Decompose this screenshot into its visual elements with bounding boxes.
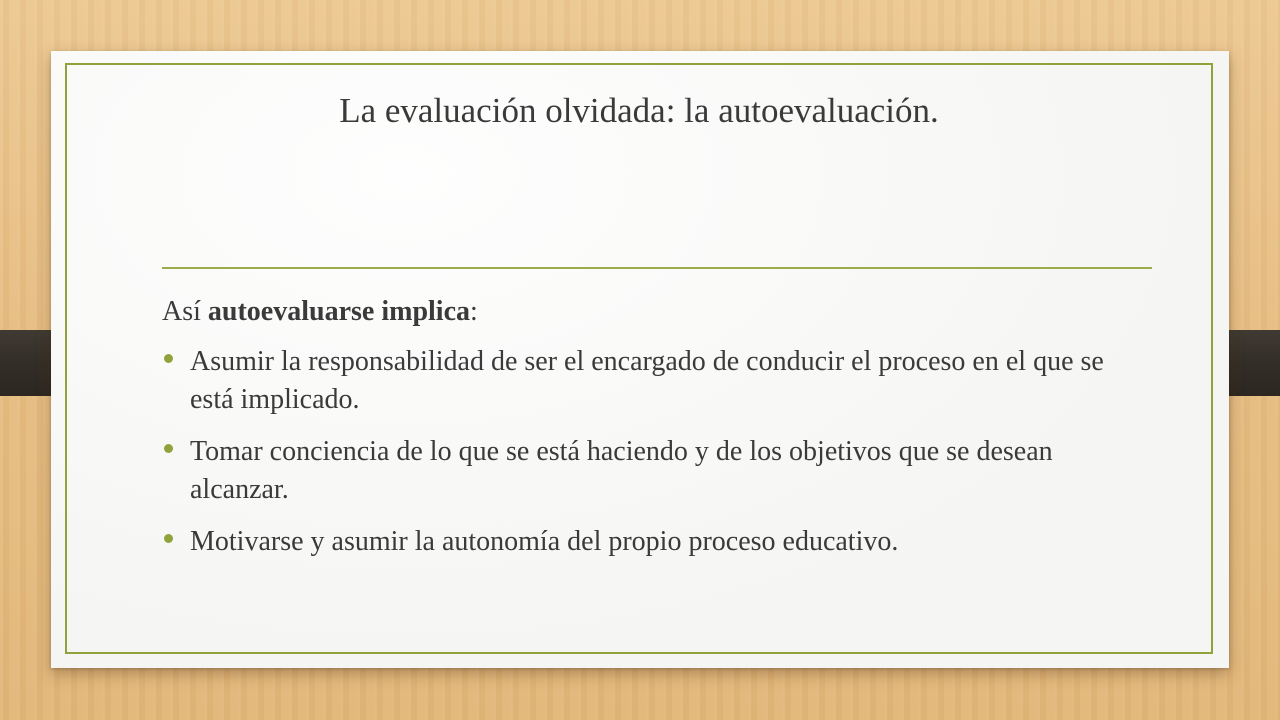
bullet-item — [162, 433, 1122, 509]
intro-bold: autoevaluarse implica — [207, 296, 470, 327]
slide-body — [162, 293, 1122, 575]
bullet-list — [162, 343, 1122, 561]
bullet-text: Asumir la responsabilidad de ser el encargado de conducir el proceso en el que se está implicado. — [190, 346, 1104, 415]
bullet-item — [162, 343, 1122, 419]
intro-suffix: : — [470, 296, 478, 327]
bullet-dot-icon — [164, 444, 173, 453]
bullet-text: Tomar conciencia de lo que se está haciendo y de los objetivos que se desean alcanzar. — [190, 436, 1053, 505]
intro-prefix: Así — [162, 296, 208, 327]
slide-paper — [51, 51, 1229, 668]
bullet-dot-icon — [164, 354, 173, 363]
intro-line — [162, 293, 1122, 331]
bullet-item — [162, 523, 1122, 561]
slide-title: La evaluación olvidada: la autoevaluación. — [339, 91, 939, 130]
bullet-text: Motivarse y asumir la autonomía del propio proceso educativo. — [190, 526, 899, 557]
title-divider — [162, 267, 1152, 269]
bullet-dot-icon — [164, 534, 173, 543]
slide-frame — [65, 63, 1213, 654]
